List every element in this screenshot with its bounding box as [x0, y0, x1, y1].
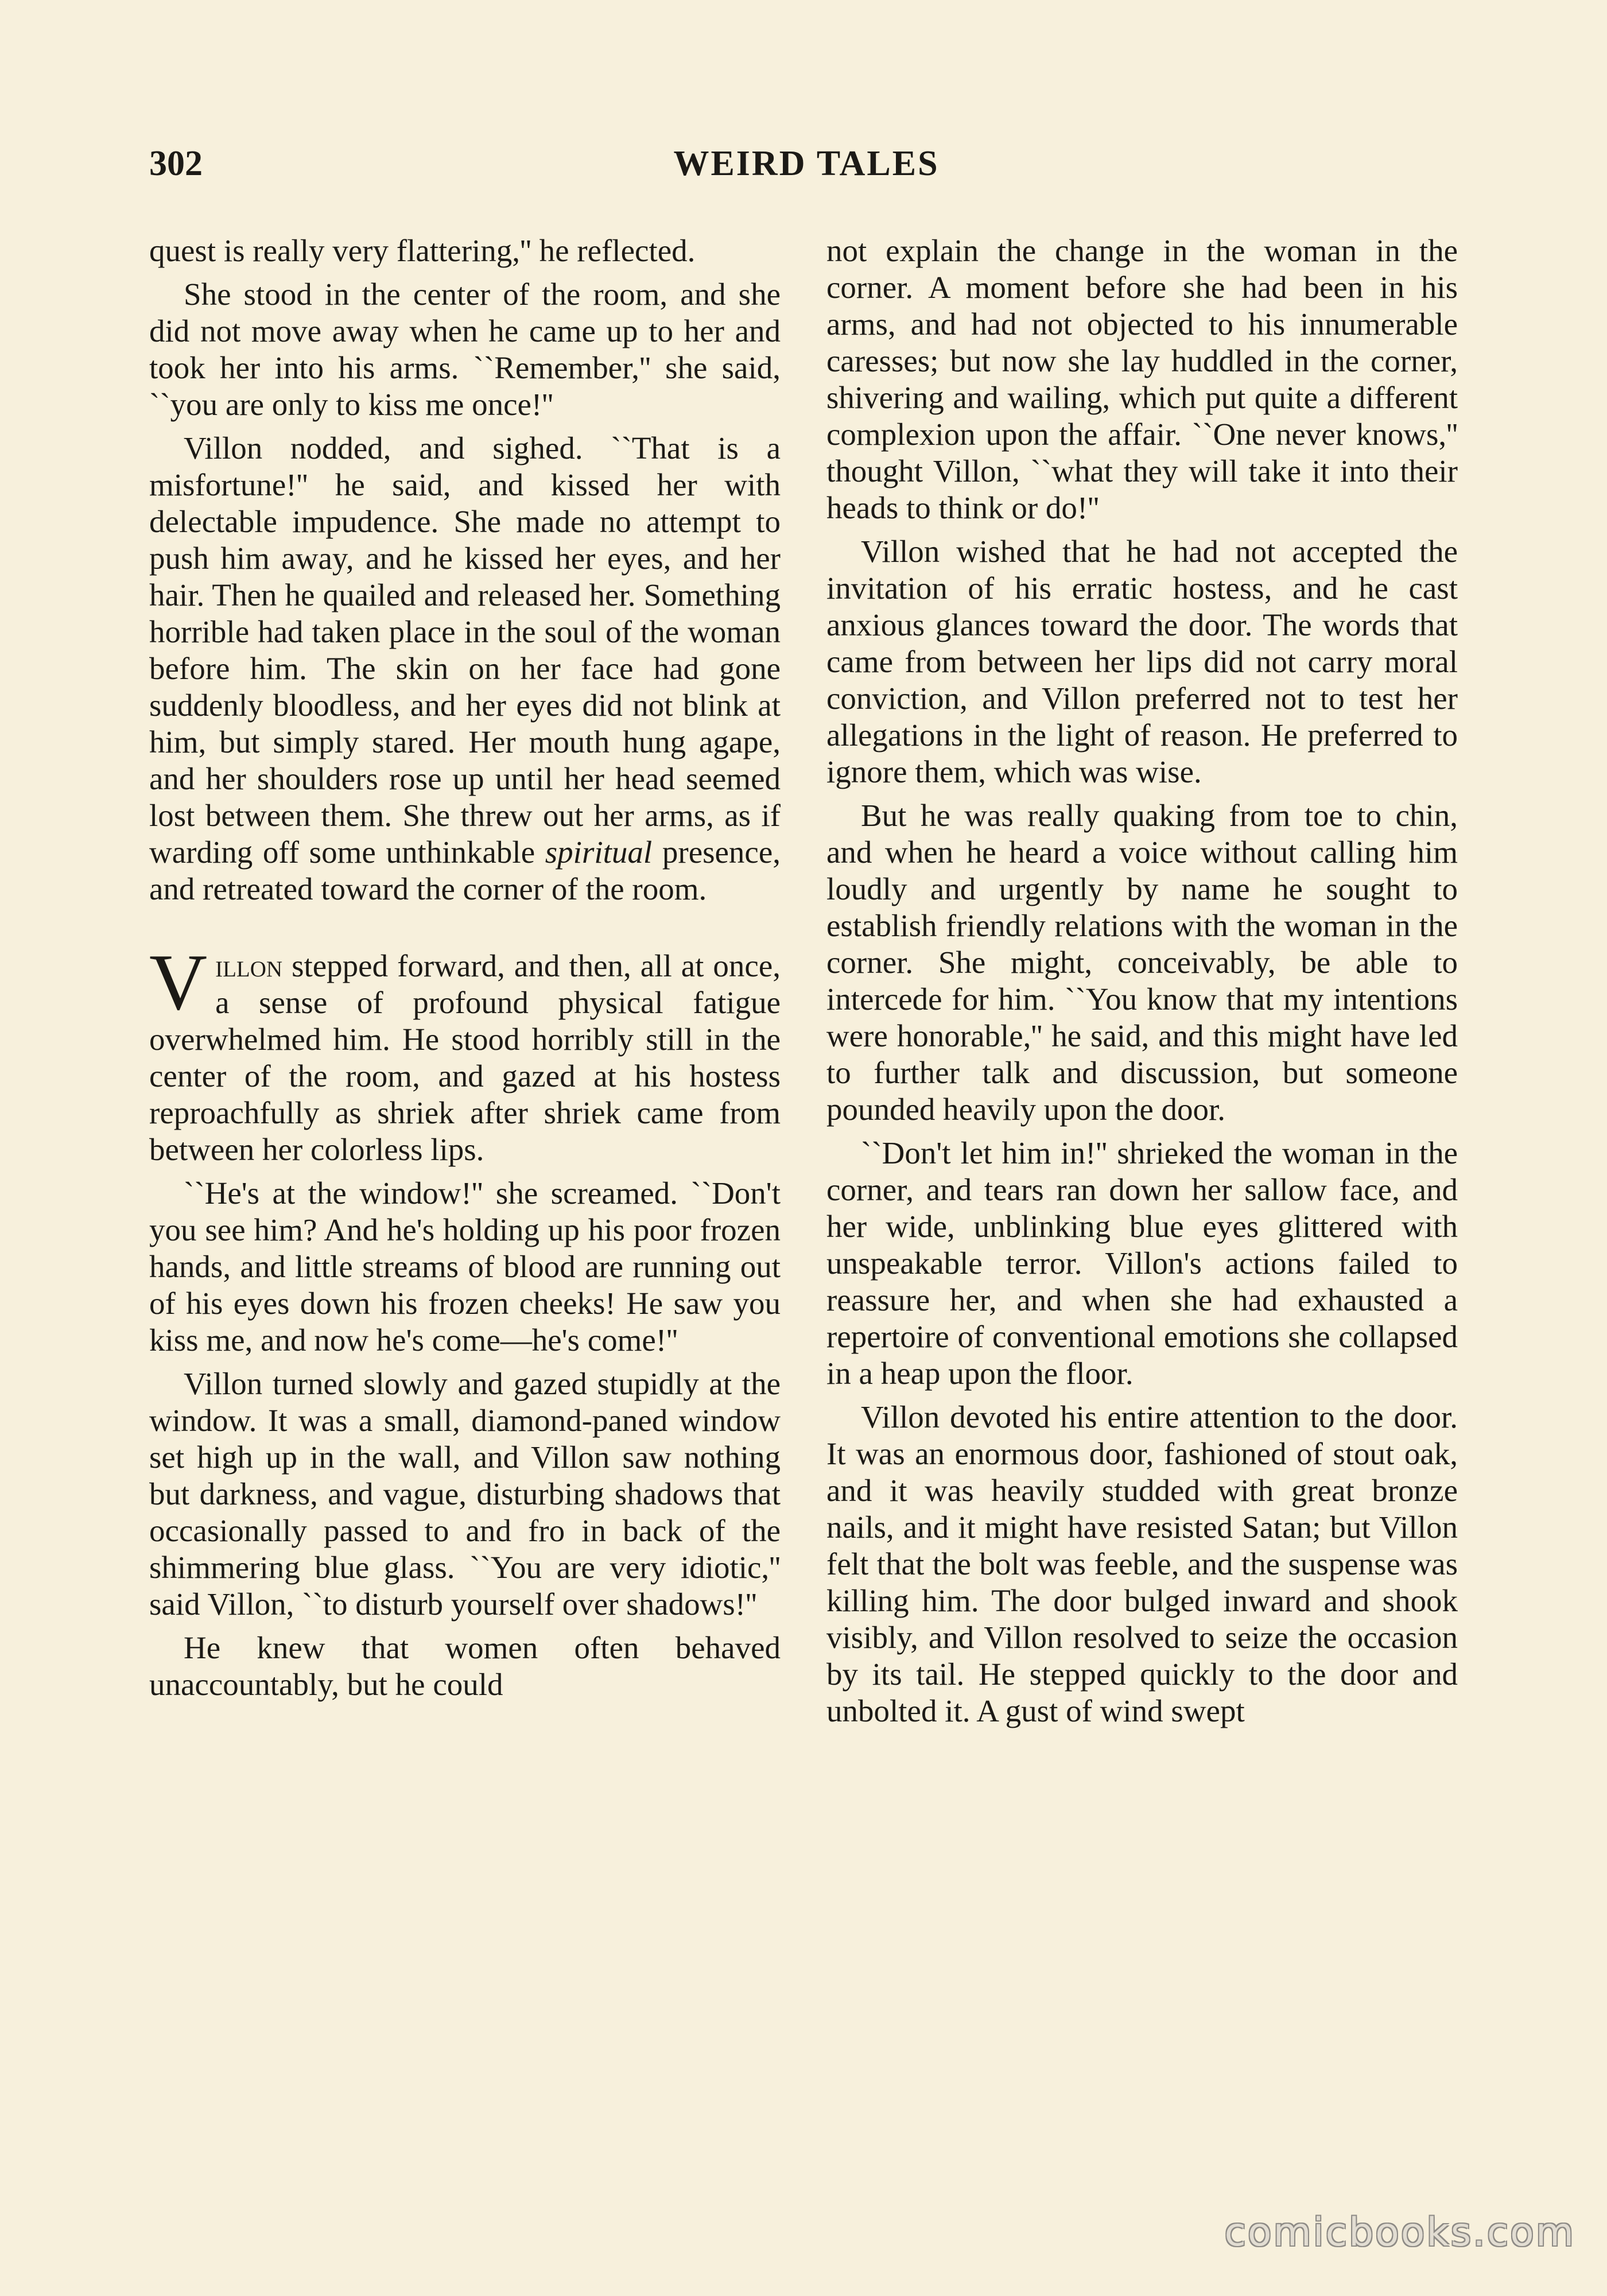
- page-number: 302: [149, 144, 203, 183]
- paragraph: [149, 430, 781, 907]
- section-opening-paragraph: [149, 938, 781, 1168]
- paragraph: quest is really very flattering,'' he reflected.: [149, 233, 696, 268]
- left-column: [149, 232, 781, 1710]
- italic-word: spiritual: [545, 835, 653, 870]
- paragraph: Villon turned slowly and gazed stupidly at the window. It was a small, diamond-paned window set high up in the wall, and Villon saw nothing but darkness, and vague, disturbing shadows that occasionally passed to and fro in back of the shimmering blue glass. ``You are very idiotic,'' said Villon, ``to disturb yourself over shadows!'': [149, 1366, 781, 1622]
- paragraph: Villon wished that he had not accepted the invitation of his erratic hostess, and he cast anxious glances toward the door. The words that came from between her lips did not carry moral conviction, and Villon preferred not to test her allegations in the light of reason. He preferred to ignore them, which was wise.: [826, 534, 1458, 789]
- paragraph-text: stepped forward, and then, all at once, a sense of profound physical fatigue overwhelmed him. He stood horribly still in the center of the room, and gazed at his hostess reproachfully as shriek after shriek came from between her colorless lips.: [149, 948, 781, 1167]
- paragraph: She stood in the center of the room, and she did not move away when he came up to her and took her into his arms. ``Remember,'' she said, ``you are only to kiss me once!'': [149, 277, 781, 422]
- paragraph: Villon devoted his entire attention to the door. It was an enormous door, fashioned of stout oak, and it was heavily studded with great bronze nails, and it might have resisted Satan; but Villon felt that the bolt was feeble, and the suspense was killing him. The door bulged inward and shook visibly, and Villon resolved to seize the occasion by its tail. He stepped quickly to the door and unbolted it. A gust of wind swept: [826, 1399, 1458, 1728]
- watermark: comicbooks.com: [1224, 2210, 1575, 2255]
- paragraph: ``Don't let him in!'' shrieked the woman in the corner, and tears ran down her sallow face, and her wide, unblinking blue eyes glittered with unspeakable terror. Villon's actions failed to reassure her, and when she had exhausted a repertoire of conventional emotions she collapsed in a heap upon the floor.: [826, 1135, 1458, 1391]
- paragraph: He knew that women often behaved unaccountably, but he could: [149, 1630, 781, 1702]
- small-caps-word: illon: [215, 948, 283, 983]
- drop-cap: V: [149, 938, 208, 1027]
- paragraph: not explain the change in the woman in the corner. A moment before she had been in his arms, and had not objected to his innumerable caresses; but now she lay huddled in the corner, shivering and wailing, which put quite a different complexion upon the affair. ``One never knows,'' thought Villon, ``what they will take it into their heads to think or do!'': [826, 233, 1458, 525]
- right-column: [826, 232, 1458, 1736]
- paragraph-text: presence, and retreated toward the corner of the room.: [149, 835, 781, 906]
- paragraph: But he was really quaking from toe to chin, and when he heard a voice without calling him loudly and urgently by name he sought to establish friendly relations with the woman in the corner. She might, conceivably, be able to intercede for him. ``You know that my intentions were honorable,'' he said, and this might have led to further talk and discussion, but someone pounded heavily upon the door.: [826, 798, 1458, 1127]
- paragraph: ``He's at the window!'' she screamed. ``Don't you see him? And he's holding up his poor frozen hands, and little streams of blood are running out of his eyes down his frozen cheeks! He saw you kiss me, and now he's come—he's come!'': [149, 1176, 781, 1358]
- page-header: [149, 144, 1464, 189]
- paragraph-text: Villon nodded, and sighed. ``That is a misfortune!'' he said, and kissed her with delectable impudence. She made no attempt to push him away, and he kissed her eyes, and her hair. Then he quailed and released her. Something horrible had taken place in the soul of the woman before him. The skin on her face had gone suddenly bloodless, and her eyes did not blink at him, but simply stared. Her mouth hung agape, and her shoulders rose up until her head seemed lost between them. She threw out her arms, as if warding off some unthinkable: [149, 430, 781, 870]
- running-head: WEIRD TALES: [673, 144, 940, 183]
